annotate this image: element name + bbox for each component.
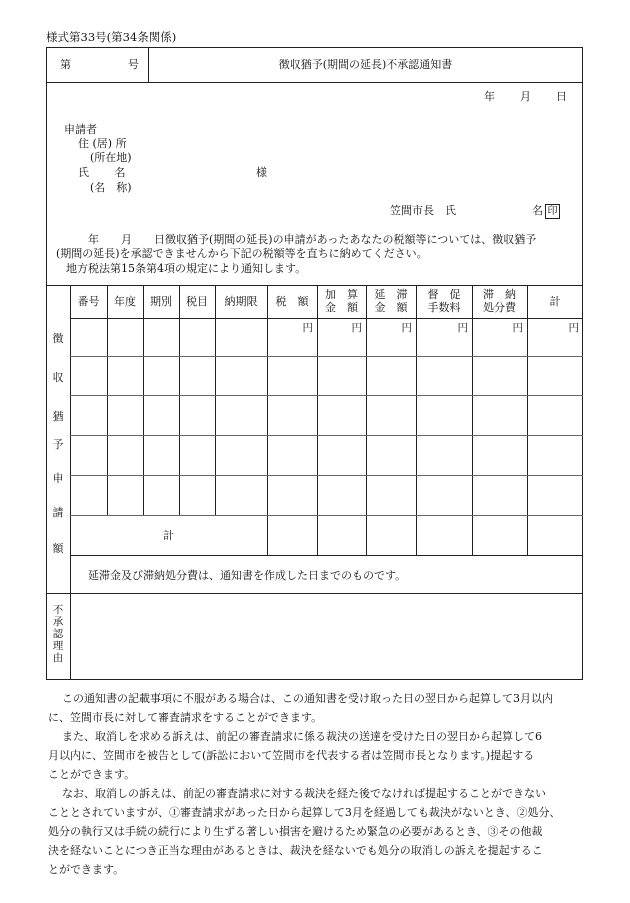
instruction-line: 処分の執行又は手続の続行により生ずる著しい損害を避けるため緊急の必要があるとき、③その他裁: [48, 825, 543, 838]
reason-label-char: 認: [52, 628, 64, 640]
yen-unit-additional: 円: [351, 322, 362, 334]
side-label-char: 額: [52, 542, 64, 555]
notice-line-1: 年 月 日徴収猶予(期間の延長)の申請があったあなたの税額等については、徴収猶予: [88, 233, 537, 246]
col-header-disposition-fee: [472, 288, 527, 314]
instruction-line: 決を経ないことにつき正当な理由があるときは、裁決を経ないでも処分の取消しの訴えを提起するこ: [48, 844, 543, 857]
applicant-address-sub: (所在地): [90, 151, 132, 164]
reason-top-line: [46, 593, 583, 594]
col-header-reminder-fee-l2: 手数料: [427, 301, 461, 314]
issuer-signature: [532, 204, 560, 219]
total-row-bottom: [70, 555, 583, 556]
date-day: 日: [556, 90, 567, 103]
side-label-char: 徴: [52, 332, 64, 345]
row-line-5: [70, 515, 583, 516]
yen-unit-total: 円: [568, 322, 579, 334]
table-footnote: 延滞金及び滞納処分費は、通知書を作成した日までのものです。: [88, 569, 407, 582]
row-line-3: [70, 435, 583, 436]
col-header-reminder-fee-l1: 督 促: [427, 288, 461, 301]
number-label-left: 第: [60, 58, 71, 71]
instruction-line: また、取消しを求める訴えは、前記の審査請求に係る裁決の送達を受けた日の翌日から起算して6: [62, 730, 542, 743]
yen-unit-reminder: 円: [457, 322, 468, 334]
reason-label-char: 由: [52, 652, 64, 664]
seal-mark: 印: [545, 204, 560, 219]
reason-label-char: 理: [52, 640, 64, 652]
total-label: 計: [163, 529, 174, 542]
col-header-additional: [317, 288, 366, 314]
side-label-char: 予: [52, 438, 64, 451]
col-header-additional-l1: 加 算: [325, 288, 358, 301]
instruction-line: なお、取消しの訴えは、前記の審査請求に対する裁決を経た後でなければ提起することができない: [62, 787, 546, 800]
form-number: 様式第33号(第34条関係): [46, 30, 177, 44]
instruction-line: この通知書の記載事項に不服がある場合は、この通知書を受け取った日の翌日から起算して3月以内: [62, 692, 553, 705]
side-label-char: 収: [52, 371, 64, 384]
col-header-delinquency-l2: 金 額: [374, 301, 408, 314]
notice-line-3: 地方税法第15条第4項の規定により通知します。: [66, 262, 307, 275]
col-header-delinquency-l1: 延 滞: [374, 288, 408, 301]
instruction-line: ことができます。: [48, 768, 136, 781]
instruction-line: 月以内に、笠間市を被告として(訴訟において笠間市を代表する者は笠間市長となります。)提起する: [48, 749, 535, 762]
reason-label-char: 不: [52, 604, 64, 616]
col-header-year: 年度: [114, 295, 136, 308]
col-header-additional-l2: 金 額: [325, 301, 358, 314]
issuer-title: 笠間市長 氏: [390, 204, 456, 217]
notice-line-2: (期間の延長)を承認できませんから下記の税額等を直ちに納めてください。: [56, 247, 428, 260]
col-header-disposition-fee-l2: 処分費: [483, 301, 516, 314]
instruction-line: とができます。: [48, 863, 125, 876]
col-header-total: 計: [549, 295, 561, 308]
row-line-2: [70, 395, 583, 396]
col-header-tax-item: 税目: [186, 295, 208, 308]
document-title: 徴収猶予(期間の延長)不承認通知書: [278, 58, 453, 71]
col-header-reminder-fee: [416, 288, 472, 314]
col-line-1: [107, 285, 108, 515]
applicant-honorific: 様: [256, 166, 267, 179]
table-side-divider: [70, 285, 71, 680]
applicant-name-sub: (名 称): [90, 181, 132, 194]
side-label-char: 猶: [52, 410, 64, 423]
issuer-name-char: 名: [532, 204, 543, 217]
header-bottom-line: [46, 82, 583, 83]
applicant-address: 住 (居) 所: [78, 137, 127, 150]
row-line-4: [70, 475, 583, 476]
side-label-char: 請: [52, 506, 64, 519]
col-line-3: [179, 285, 180, 515]
instruction-line: こととされていますが、①審査請求があった日から起算して3月を経過しても裁決がないとき、②処分、: [48, 806, 561, 819]
col-line-4: [215, 285, 216, 515]
yen-unit-disposition: 円: [512, 322, 523, 334]
row-line-1: [70, 356, 583, 357]
col-header-delinquency: [366, 288, 416, 314]
side-label-char: 申: [52, 472, 64, 485]
col-header-due-date: 納期限: [224, 295, 258, 308]
applicant-name: 氏 名: [78, 166, 126, 179]
date-year: 年: [484, 90, 495, 103]
date-month: 月: [520, 90, 531, 103]
yen-unit-tax: 円: [302, 322, 313, 334]
table-top-line: [46, 285, 583, 286]
yen-unit-delinquency: 円: [401, 322, 412, 334]
applicant-label: 申請者: [64, 123, 97, 136]
reason-label: [46, 604, 70, 664]
instruction-line: に、笠間市長に対して審査請求をすることができます。: [48, 711, 323, 724]
col-header-period: 期別: [150, 295, 172, 308]
number-label-right: 号: [128, 58, 139, 71]
reason-label-char: 承: [52, 616, 64, 628]
col-line-2: [143, 285, 144, 515]
col-header-number: 番号: [77, 295, 100, 308]
col-header-disposition-fee-l1: 滞 納: [483, 288, 516, 301]
table-header-bottom: [70, 318, 583, 319]
col-header-tax-amount: 税 額: [275, 295, 309, 308]
